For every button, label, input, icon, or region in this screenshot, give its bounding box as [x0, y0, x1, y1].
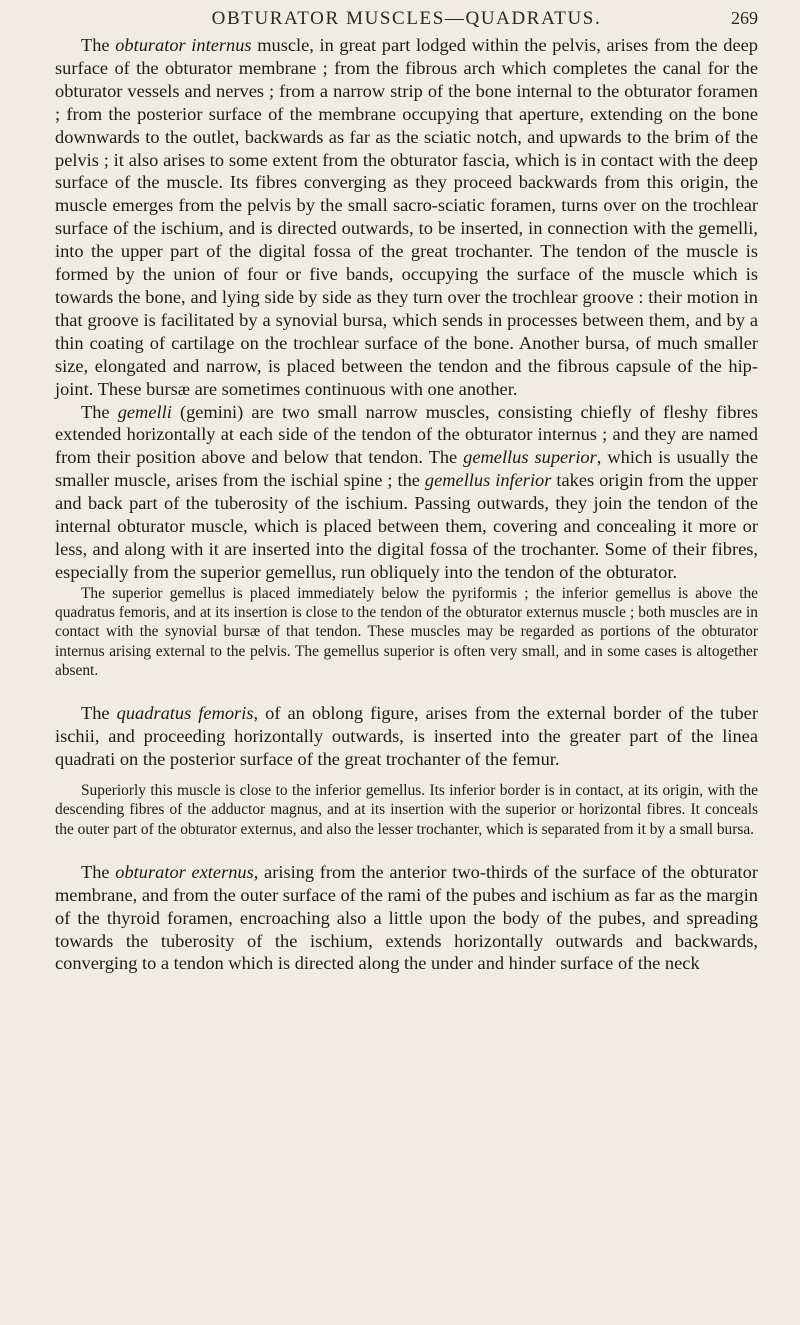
paragraph-text: , which is usually the smaller muscle, arises from the ischial spine ; the: [55, 447, 758, 491]
note-quadratus-relations: Superiorly this muscle is close to the inferior gemellus. Its inferior border is in contact, at its origin, with the descending fibres of the adductor magnus, and at its insertion with the superior or horizontal fibres. It conceals the outer part of the obturator externus, and also the lesser trochanter, which is separated from it by a small bursa.: [55, 781, 758, 838]
section-gap: [55, 771, 758, 781]
page-number: 269: [731, 8, 758, 28]
running-head: [55, 0, 758, 34]
muscle-name: quadratus femoris: [116, 703, 254, 724]
paragraph-text: (gemini) are two small narrow muscles, consisting chiefly of fleshy fibres extended horizontally at each side of the tendon of the obturator internus ; and they are named from their position above and below that tendon. The: [55, 401, 758, 468]
paragraph-text: The: [81, 861, 116, 882]
muscle-name: gemellus superior: [463, 447, 597, 468]
paragraph-text: takes origin from the upper and back part of the tuberosity of the ischium. Passing outwards, they join the tendon of the internal obturator muscle, which is placed between them, covering and concealing it more or less, and along with it are inserted into the digital fossa of the trochanter. Some of their fibres, especially from the superior gemellus, run obliquely into the tendon of the obturator.: [55, 470, 758, 582]
muscle-name: obturator externus: [115, 861, 254, 882]
paragraph-text: , arising from the anterior two-thirds of the surface of the obturator membrane, and from the outer surface of the rami of the pubes and ischium as far as the margin of the thyroid foramen, encroaching also a little upon the body of the pubes, and spreading towards the tuberosity of the ischium, extends horizontally outwards and backwards, converging to a tendon which is directed along the under and hinder surface of the neck: [55, 861, 758, 974]
note-gemelli-relations: The superior gemellus is placed immediately below the pyriformis ; the inferior gemellus is above the quadratus femoris, and at its insertion is close to the tendon of the obturator externus muscle ; both muscles are in contact with the synovial bursæ of that tendon. These muscles may be regarded as portions of the obturator internus arising external to the pelvis. The gemellus superior is often very small, and in some cases is altogether absent.: [55, 584, 758, 679]
section-gap: [55, 839, 758, 861]
paragraph-obturator-externus: [55, 861, 758, 976]
paragraph-obturator-internus: [55, 34, 758, 401]
paragraph-text: The: [81, 401, 118, 422]
muscle-name: obturator internus: [115, 35, 252, 55]
paragraph-text: , of an oblong figure, arises from the external border of the tuber ischii, and proceeding horizontally outwards, is inserted into the greater part of the linea quadrati on the posterior surface of the great trochanter of the femur.: [55, 703, 758, 770]
muscle-name: gemellus inferior: [424, 470, 552, 491]
paragraph-text: The: [81, 703, 117, 724]
paragraph-text: muscle, in great part lodged within the pelvis, arises from the deep surface of the obturator membrane ; from the fibrous arch which completes the canal for the obturator vessels and nerves ; from a narrow strip of the bone internal to the obturator foramen ; from the posterior surface of the membrane occupying that aperture, extending on the bone downwards to the outlet, backwards as far as the sciatic notch, and upwards to the brim of the pelvis ; it also arises to some extent from the obturator fascia, which is in contact with the deep surface of the muscle. Its fibres converging as they proceed backwards from this origin, the muscle emerges from the pelvis by the small sacro-sciatic foramen, turns over on the trochlear surface of the ischium, and is directed outwards, to be inserted, in connection with the gemelli, into the upper part of the digital fossa of the great trochanter. The tendon of the muscle is formed by the union of four or five bands, occupying the surface of the muscle which is towards the bone, and lying side by side as they turn over the trochlear groove : their motion in that groove is facilitated by a synovial bursa, which sends in processes between them, and by a thin coating of cartilage on the trochlear surface of the bone. Another bursa, of much smaller size, elongated and narrow, is placed between the tendon and the fibrous capsule of the hip-joint. These bursæ are sometimes continuous with one another.: [55, 35, 759, 399]
paragraph-text: The: [81, 35, 116, 55]
running-title: OBTURATOR MUSCLES—QUADRATUS.: [211, 8, 602, 29]
paragraph-quadratus-femoris: [55, 702, 758, 771]
muscle-name: gemelli: [117, 401, 172, 422]
section-gap: [55, 680, 758, 702]
paragraph-gemelli: [55, 401, 758, 584]
